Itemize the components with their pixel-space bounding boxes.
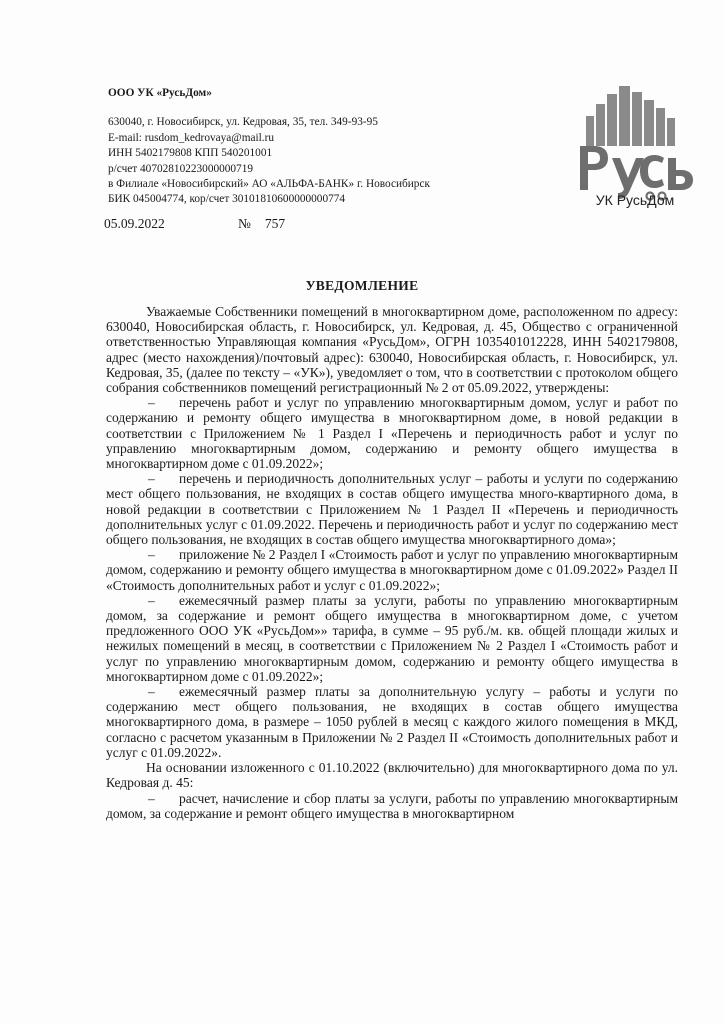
number-value: 757 — [264, 216, 286, 231]
org-inn-kpp: ИНН 5402179808 КПП 540201001 — [108, 147, 273, 160]
org-account: р/счет 40702810223000000719 — [108, 162, 254, 175]
document-date: 05.09.2022 — [104, 216, 165, 231]
list-item — [106, 593, 678, 684]
letterhead — [108, 86, 508, 208]
document-title: УВЕДОМЛЕНИЕ — [305, 278, 419, 293]
basis-paragraph: На основании изложенного с 01.10.2022 (включительно) для многоквартирного дома по ул. Кедровая д. 45: — [106, 760, 678, 791]
document-body — [106, 304, 678, 821]
logo-caption: УК РусьДом — [595, 192, 675, 208]
list-item-text: приложение № 2 Раздел I «Стоимость работ и услуг по управлению многоквартирным домом, содержанию и ремонту общего имущества в многоквартирном доме с 01.09.2022» Раздел II «Стоимость дополнительных работ и услуг с 01.09.2022»; — [106, 547, 678, 593]
org-bik: БИК 045004774, кор/счет 30101810600000000774 — [108, 193, 346, 206]
list-item — [106, 547, 678, 593]
list-item — [106, 684, 678, 760]
list-item — [106, 791, 678, 821]
list-item-text: ежемесячный размер платы за дополнительную услугу – работы и услуги по содержанию мест общего пользования, не входящих в состав общего имущества многоквартирного дома, в размере – 1050 рублей в месяц с каждого жилого помещения в МКД, согласно с расчетом указанным в Приложении № 2 Раздел II «Стоимость дополнительных работ и услуг с 01.09.2022». — [106, 684, 678, 760]
dash-marker: – — [148, 684, 155, 700]
organization-name: ООО УК «РусьДом» — [108, 87, 212, 99]
org-address: 630040, г. Новосибирск, ул. Кедровая, 35, тел. 349-93-95 — [108, 116, 378, 129]
dash-marker: – — [148, 592, 155, 608]
list-item — [106, 395, 678, 471]
document-number — [238, 216, 299, 232]
org-email: E-mail: rusdom_kedrovaya@mail.ru — [108, 131, 275, 144]
number-sign: № — [238, 216, 251, 231]
dash-marker: – — [148, 395, 155, 411]
dash-marker: – — [148, 790, 155, 806]
list-item-text: ежемесячный размер платы за услуги, работы по управлению многоквартирным домом, за содержание и ремонт общего имущества в многоквартирном доме, с учетом предложенного ООО УК «РусьДом»» тарифа, в сумме – 95 руб./м. кв. общей площади жилых и нежилых помещений в месяц, в соответствии с Приложением № 2 Раздел I «Стоимость работ и услуг по управлению многоквартирным домом, содержанию и ремонту общего имущества в многоквартирном доме с 01.09.2022»; — [106, 592, 678, 684]
list-item-text: расчет, начисление и сбор платы за услуги, работы по управлению многоквартирным домом, за содержание и ремонт общего имущества в многоквартирном — [106, 790, 678, 821]
dash-marker: – — [148, 471, 155, 487]
org-bank: в Филиале «Новосибирский» АО «АЛЬФА-БАНК» г. Новосибирск — [108, 178, 430, 191]
dash-marker: – — [148, 547, 155, 563]
list-item-text: перечень работ и услуг по управлению многоквартирным домом, услуг и работ по содержанию и ремонту общего имущества в многоквартирном доме, в новой редакции в соответствии с Приложением № 1 Раздел I «Перечень и периодичность работ и услуг по управлению многоквартирным домом, содержанию и ремонту общего имущества в многоквартирном доме с 01.09.2022»; — [106, 395, 678, 472]
intro-paragraph: Уважаемые Собственники помещений в многоквартирном доме, расположенном по адресу: 630040, Новосибирская область, г. Новосибирск, ул. Кедровая, д. 45, Общество с ограниченной ответственностью Управляющая компания «РусьДом», ОГРН 1035401012228, ИНН 5402179808, адрес (место нахождения)/почтовый адрес): 630040, Новосибирская область, г. Новосибирск, ул. Кедровая, 35, (далее по тексту – «УК»), уведомляет о том, что в соответствии с протоколом общего собрания собственников помещений регистрационный № 2 от 05.09.2022, утверждены: — [106, 304, 678, 396]
list-item — [106, 471, 678, 547]
list-item-text: перечень и периодичность дополнительных услуг – работы и услуги по содержанию мест общего пользования, не входящих в состав общего имущества много-квартирного дома, в новой редакции в соответствии с Приложением № 1 Раздел II «Перечень и периодичность дополнительных услуг с 01.09.2022. Перечень и периодичность работ и услуг по содержанию мест общего пользования, не входящих в состав общего имущества многоквартирного дома»; — [106, 471, 678, 548]
